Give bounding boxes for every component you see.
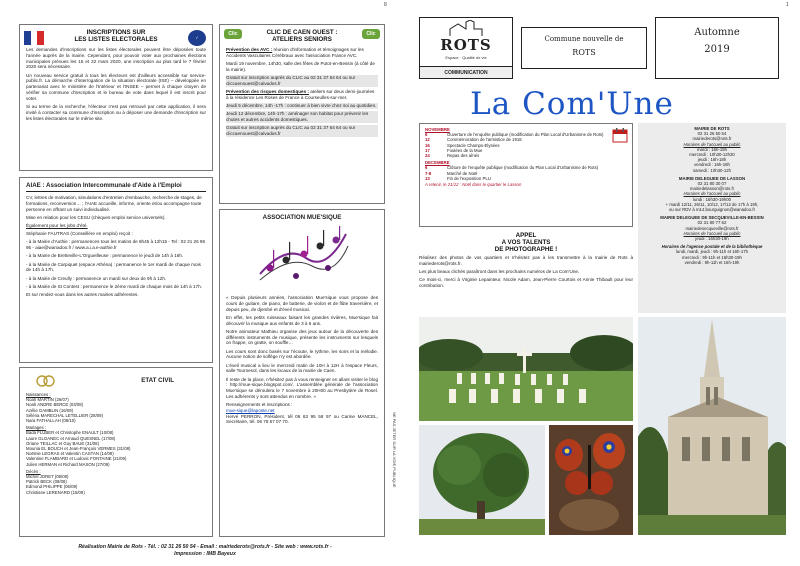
deces-item: Patrick BECK (08/08) xyxy=(26,479,67,485)
deces-item: Christiane LERENARD (15/09) xyxy=(26,489,85,495)
agenda-december-label: DECEMBRE xyxy=(425,160,450,166)
hours-line: ou sur RDV à m14.bourguignon@wanadoo.fr xyxy=(668,207,756,213)
aiae-para-4: Stéphanie FAUTRAS (Conseillère en emploi) reçoit : xyxy=(26,231,133,237)
mairie-secqueville-phone: 02 31 80 77 62 xyxy=(697,220,727,226)
clic-box xyxy=(219,24,385,204)
aiae-item: - à la Mairie de Carpiquet (espace Athéna) : permanence le 1er mardi de chaque mois de 14h à 17h. xyxy=(26,261,201,273)
hours-line: vendredi : 9h-11h et 16h-19h xyxy=(684,259,740,265)
agenda-item: 17 Foulées de la Mue xyxy=(425,147,483,153)
agenda-item: 24 Repas des aînés xyxy=(425,153,480,159)
hours-line: samedi : 10h30-12h xyxy=(693,167,731,173)
mairie-rots-title: MAIRIE DE ROTS xyxy=(694,126,730,131)
hours-line: mercredi : 9h-11h et 16h30-19h xyxy=(682,254,742,260)
logo-name: ROTS xyxy=(440,36,492,54)
mairie-secqueville-title: MAIRIE DELEGUEE DE SECQUEVILLE-EN-BESSIN xyxy=(660,215,764,221)
page-number-left: 8 xyxy=(384,2,387,8)
mairie-rots-hours-label: Horaires de l'accueil au public xyxy=(683,141,741,147)
hours-line: jeudi : 16h-18h xyxy=(697,157,727,163)
commune-line-1: Commune nouvelle de xyxy=(544,35,624,43)
aiae-para-5: Et sur rendez-vous dans les autres mairies adhérentes. xyxy=(26,291,139,297)
agenda-item: 12 Commémoration de l'armistice de 1918 xyxy=(425,137,522,143)
clic-logo-right-icon: Clic xyxy=(362,29,380,39)
page-number-right: 1 xyxy=(786,2,789,8)
aiae-box xyxy=(19,177,213,363)
muesique-info-label: Renseignements et inscriptions : xyxy=(226,402,293,408)
hours-line: mercredi : 10h30-12h30 xyxy=(689,152,735,158)
appel-para: Réalisez des photos de vos quartiers et n'hésitez pas à les transmettre à la mairie de Rots à mairiederots@rots.fr. xyxy=(419,255,633,266)
muesique-contacts: Hervé PERRON, Président, tél 06 63 95 58 97 ou Carine MANCEL, Secrétaire, tél. 06 78 57 07 70. xyxy=(226,413,378,425)
aiae-para-3: Également pour les jobs d'été. xyxy=(26,222,88,228)
muesique-para: En effet, les petits ruisseaux faisant les grandes rivières, Mue'sique fait découvrir la musique aux enfants de 3 à 6 ans. xyxy=(226,314,378,326)
agence-title: Horaires de l'agence postale et de la bibliothèque xyxy=(661,244,763,250)
muesique-box xyxy=(219,209,385,537)
muesique-para: « Depuis plusieurs années, l'association Mue'sique vous propose des cours de guitare, de piano, de batterie, de violon et de flûte traversière, et depuis peu, de djembé et d'éveil musical. xyxy=(226,295,378,312)
hours-line: mardi : 16h-18h xyxy=(696,146,728,152)
mariage-item: Mounia EL BOUCH et Jean-François VERMES (31/08) xyxy=(26,446,131,452)
agenda-box xyxy=(419,123,633,227)
agenda-november-label: NOVEMBRE xyxy=(425,127,450,132)
agenda-item: 6 Clôture de l'enquête publique (modification du Plan Local d'Urbanisme de Rots) xyxy=(425,165,599,171)
aiae-para-2: Mise en relation pour les CESU (chèques emploi service universels). xyxy=(26,214,166,220)
mariages-label: Mariages : xyxy=(26,425,47,431)
agenda-note: A retenir, le 21/12 : Noël dans le quartier le Lasson xyxy=(425,182,522,188)
mariage-item: Oriane TEILLAC et Guy BAUE (31/08) xyxy=(26,440,100,446)
rings-icon xyxy=(29,374,69,388)
mairie-lasson-title: MAIRIE DELEGUEE DE LASSON xyxy=(678,175,746,181)
hours-line: lundi : 16h30-19h00 xyxy=(693,196,731,202)
mariage-item: Noëmie LEGRAS et Valentin CASTAN (14/09) xyxy=(26,451,114,457)
agenda-item: 16 Spectacle Champs-Elysées xyxy=(425,142,500,148)
mariage-item: Julien HERMAN et Richard MASON (27/09) xyxy=(26,461,110,467)
footer xyxy=(30,544,380,558)
year-label: 2019 xyxy=(704,44,730,55)
etat-civil-title: ETAT CIVIL xyxy=(141,377,174,384)
footer-line-2: Impression : IMB Bayeux xyxy=(174,551,236,557)
muesique-para: Les cours sont donc basés sur l'écoute, le rythme, les sons et la mélodie. Aucune notion de solfège n'y est abordée. xyxy=(226,348,378,360)
clic-title: CLIC DE CAEN OUEST : ATELIERS SENIORS xyxy=(266,29,338,43)
agenda-item: 13 Fin de l'exposition PLU xyxy=(425,175,491,181)
mairie-rots-email: mairiederots@rots.fr xyxy=(692,136,732,142)
inscriptions-para-2: Un nouveau service gratuit à tous les électeurs est d'ailleurs accessible sur service-public.fr. La démarche d'interrogation de la situation électorale (ISE) – développée en partenariat avec le ministère de l'Intérieur et l'INSEE – permet à chaque citoyen de vérifier sa commune d'inscription et le bureau de vote dans lequel il est inscrit pour voter. xyxy=(26,72,206,101)
hours-line: vendredi : 16h-18h xyxy=(694,162,730,168)
appel-section xyxy=(419,232,633,314)
aiae-item: - à la Mairie de Creully : permanence un mardi sur deux de 9h à 12h. xyxy=(26,275,167,281)
season-label: Automne xyxy=(694,27,740,38)
hours-line: lundi, mardi, jeudi : 9h-11h et 16h-17h xyxy=(675,249,749,255)
hours-line: jeudi : 16h30-19h xyxy=(695,236,729,242)
appel-para: Les plus beaux clichés paraîtront dans les prochains numéros de La Com'Une. xyxy=(419,268,580,274)
naissances-label: Naissances : xyxy=(26,392,51,397)
commune-line-2: ROTS xyxy=(572,48,596,57)
aiae-title: AIAE : Association Intercommunale d'Aide à l'Emploi xyxy=(26,182,206,192)
deces-item: Edmond PHILIPPE (06/09) xyxy=(26,484,78,490)
agenda-item: 6 Ouverture de l'enquête publique (modification du Plan Local d'Urbanisme de Rots) xyxy=(425,132,604,138)
butterfly-photo xyxy=(549,425,633,535)
domestic-text: ateliers sur deux demi-journées à la résidence Les Roses de France à Courseulles-sur-mer. xyxy=(226,88,375,100)
mairie-secqueville-email: mairiedesecqueville@rots.fr xyxy=(685,225,739,231)
mairie-secqueville-hours-label: Horaires de l'accueil au public xyxy=(683,230,741,236)
calendar-icon xyxy=(612,127,628,143)
avc-text: réunion d'information et témoignages sur les Accidents Vasculaires Cérébraux avec l'association France AVC. xyxy=(226,47,364,58)
appel-para: Ce mois-ci, merci à Virginie Lepainteur, Nicole Adam, Jean-Pierre Courtois et Annie Thibault pour leur contribution. xyxy=(419,277,633,288)
commune-box xyxy=(521,27,647,69)
newsletter-title: La Com'Une xyxy=(470,86,674,122)
aiae-para-1: CV, lettres de motivation, simulations d'entretien d'embauche, recherche de stages, de formations, reconversion… ; l'AIAE accueille, informe, oriente et/ou accompagne toute personne en offrant un suivi individualisé. xyxy=(26,195,202,212)
domestic-contact: Gratuit sur inscription auprès du CLIC au 02 31 37 64 64 ou sur cliccaenouest@calvados.fr xyxy=(226,125,378,137)
footer-line-1: Réalisation Mairie de Rots - Tél. : 02 31 26 50 54 - Email : mairiederots@rots.fr - Site web : www.rots.fr - xyxy=(78,544,332,550)
inscriptions-title: INSCRIPTIONS SUR LES LISTES ELECTORALES xyxy=(74,29,158,43)
muesique-para: Notre animateur Mathieu organise des jeux autour de la découverte des différents instruments de musique, présente les instruments sur lesquels on frappe, on gratte, on souffle… xyxy=(226,328,378,346)
music-notes-image xyxy=(256,224,350,286)
avc-contact: Gratuit sur inscription auprès du CLIC au 02 31 37 64 64 ou sur cliccaenouest@calvados.fr xyxy=(226,75,378,87)
mairies-column xyxy=(638,123,786,313)
inscriptions-para-1: Les demandes d'inscriptions sur les listes électorales peuvent être déposées toute l'année auprès de la mairie. Cependant, pour pouvoir voter aux prochaines élections municipales prévues les 15 et 22 mars 2020, une inscription au plus tard le 7 février 2020 sera nécessaire. xyxy=(26,47,206,70)
aiae-item: - à la Mairie d'Authie : permanences tous les matins de 8h45 à 12h15 - Tel : 02 31 26 95 95 - aiae@wanadoo.fr / www.a.i.a.e-authie.fr xyxy=(26,239,206,251)
naissance-item: Noah ANDRE BERCE (03/08) xyxy=(26,402,84,408)
naissance-item: Azélie GAMBLIN (16/09) xyxy=(26,407,74,413)
naissance-item: Séléna MARECHAL LETELLIER (28/09) xyxy=(26,412,103,418)
domestic-date-1: Jeudi 5 décembre, 14h -17h : continuer à bien vivre chez soi au quotidien. xyxy=(226,102,377,108)
elections-logo-icon: ✓ xyxy=(188,30,206,46)
domestic-date-2: Jeudi 12 décembre, 14h-17h : aménager son habitat pour prévenir les chutes et autres accidents domestiques. xyxy=(226,111,378,123)
mairie-lasson-hours-label: Horaires de l'accueil au public xyxy=(683,191,741,197)
mariage-item: Valentine FLAMBARD et Ludovic FONTAINE (21/09) xyxy=(26,456,127,462)
avc-date: Mardi 19 novembre, 14h30, salle des fêtes de Putot-en-Bessin (à côté de la mairie). xyxy=(226,60,375,72)
aiae-item: - à la Mairie de Bretteville-L'Orgueilleuse : permanence le jeudi de 14h à 16h. xyxy=(26,253,184,259)
muesique-email-link[interactable]: mue-sique@laposte.net xyxy=(226,407,275,413)
naissance-item: Nara FATHALLAH (08/10) xyxy=(26,418,76,424)
domestic-heading: Prévention des risques domestiques : xyxy=(226,88,309,94)
inscriptions-para-3: Si au terme de la recherche, l'électeur n'est pas retrouvé par cette application, il sera invité à contacter sa commune d'inscription ou à déposer une demande d'inscription sur les listes électorales sur le même site. xyxy=(26,103,206,121)
inscriptions-box xyxy=(19,24,213,171)
appel-title: APPEL A VOS TALENTS DE PHOTOGRAPHE ! xyxy=(494,232,558,253)
church-outline-icon xyxy=(448,20,484,36)
republique-logo-icon xyxy=(24,31,44,45)
hours-line: + mardi 12/11, 26/11, 10/12, 17/12 de 17h à 19h, xyxy=(665,201,759,207)
muesique-para: Il reste de la place, n'hésitez pas à vous renseigner en allant visiter le blog : http://mue-sique.blogspot.com/. L'assemblée générale de l'association Mue'sique se déroulera le 7 novembre à 20H00 au Presbytère de Rosel. Les adhérents y sont attendus en nombre. » xyxy=(226,376,378,399)
rots-logo xyxy=(419,17,513,79)
agenda-item: 7-8 Marché de Noël xyxy=(425,170,478,176)
mairie-rots-phone: 02 31 26 50 54 xyxy=(697,131,727,137)
clic-logo-left-icon: Clic xyxy=(224,29,242,39)
communication-label: COMMUNICATION xyxy=(420,66,512,78)
mariage-item: Laure GLOANEC et Arnaud QUESNEL (17/08) xyxy=(26,435,116,441)
season-box xyxy=(655,17,779,79)
deces-item: Michel JORET (08/08) xyxy=(26,474,69,480)
logo-tagline: Espace · Qualité de vie xyxy=(445,55,487,60)
avc-heading: Prévention des AVC : xyxy=(226,47,273,52)
mairie-lasson-email: mairiedelasson@rots.fr xyxy=(689,186,735,192)
naissance-item: Noah MARTIN (26/07) xyxy=(26,397,69,403)
muesique-title: ASSOCIATION MUE'SIQUE xyxy=(262,214,342,221)
deces-label: Décès : xyxy=(26,468,41,474)
tree-photo xyxy=(419,425,545,535)
aiae-item: - à la Mairie de St Contest : permanence le 2ème mardi de chaque mois de 14h à 17h. xyxy=(26,283,202,289)
side-note: NE PAS JETER SUR LA VOIE PUBLIQUE xyxy=(392,412,397,488)
mariage-item: Bada FLUBER et Christophe ENAULT (10/08) xyxy=(26,430,114,436)
muesique-para: L'éveil musical a lieu le mercredi matin de 10H à 12H à l'espace Fleurs, salle Tournesol, dans les locaux de la mairie de Caen. xyxy=(226,362,378,374)
mairie-lasson-phone: 02 31 80 30 07 xyxy=(697,181,727,187)
cemetery-photo xyxy=(419,317,633,421)
etat-civil-box xyxy=(19,367,213,537)
church-photo xyxy=(638,317,786,535)
